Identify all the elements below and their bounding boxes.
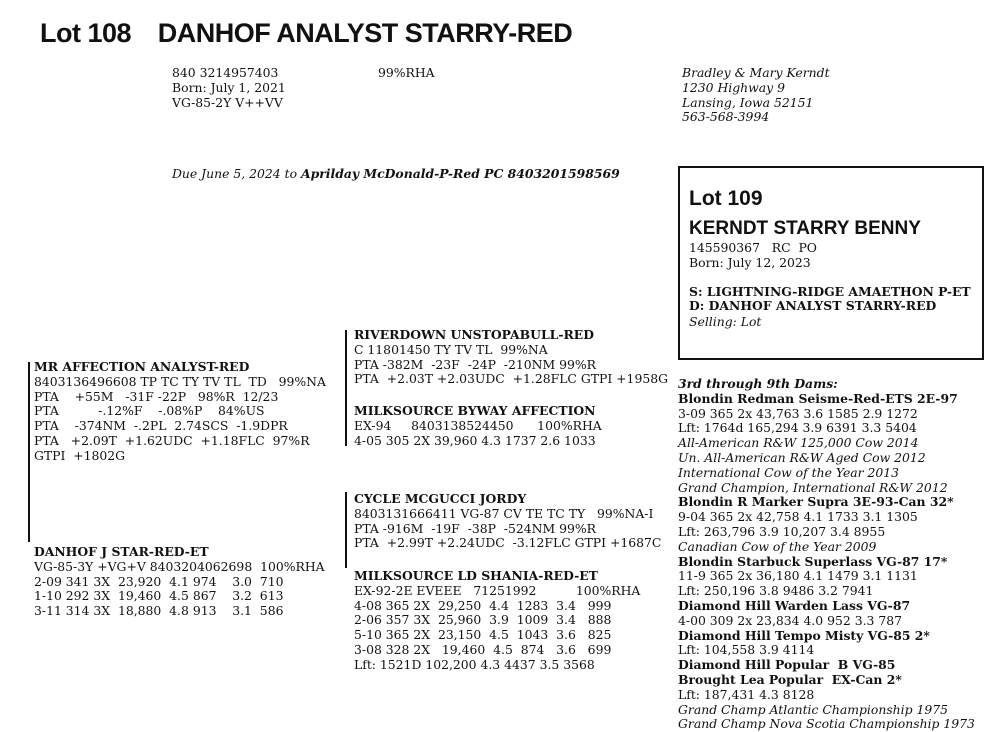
sire-detail-line: PTA -374NM -.2PL 2.74SCS -1.9DPR — [34, 418, 288, 434]
dam-line: Lft: 1764d 165,294 3.9 6391 3.3 5404 — [678, 420, 917, 436]
lot-109-selling: Selling: Lot — [689, 314, 762, 330]
pedigree-bracket-main — [28, 362, 30, 542]
dam-detail-line: 2-09 341 3X 23,920 4.1 974 3.0 710 — [34, 573, 284, 589]
dam-detail-line: 1-10 292 3X 19,460 4.5 867 3.2 613 — [34, 588, 284, 604]
sire-sire-name: RIVERDOWN UNSTOPABULL-RED — [354, 327, 594, 342]
pedigree-bracket-sire — [345, 330, 347, 446]
dam-line: Diamond Hill Warden Lass VG-87 — [678, 597, 911, 613]
dam-line: Lft: 263,796 3.9 10,207 3.4 8955 — [678, 523, 886, 539]
lot-109-registration: 145590367 RC PO — [689, 240, 817, 255]
sire-detail-line: PTA -.12%F -.08%P 84%US — [34, 403, 265, 419]
sire-dam-detail: EX-94 8403138524450 100%RHA — [354, 417, 602, 433]
sire-detail-line: PTA +55M -31F -22P 98%R 12/23 — [34, 388, 279, 404]
lot-109-birth-date: Born: July 12, 2023 — [689, 254, 811, 270]
lot-109-sire: S: LIGHTNING-RIDGE AMAETHON P-ET — [689, 283, 971, 299]
owner-street: 1230 Highway 9 — [682, 79, 785, 95]
dam-line: 9-04 365 2x 42,758 4.1 1733 3.1 1305 — [678, 509, 918, 525]
dam-line: Grand Champ Atlantic Championship 1975 — [678, 701, 949, 717]
dam-line: Lft: 187,431 4.3 8128 — [678, 686, 815, 702]
sire-sire-detail: PTA -382M -23F -24P -210NM 99%R — [354, 356, 596, 372]
dam-line: Grand Champion, International R&W 2012 — [678, 479, 948, 495]
dam-sire-detail: 8403131666411 VG-87 CV TE TC TY 99%NA-I — [354, 505, 654, 521]
dam-line: Diamond Hill Popular B VG-85 — [678, 657, 896, 673]
lot-id-block — [172, 66, 286, 110]
sire-sire-detail: C 11801450 TY TV TL 99%NA — [354, 341, 548, 357]
dam-line: Blondin Starbuck Superlass VG-87 17* — [678, 553, 948, 569]
dam-dam-detail: 2-06 357 3X 25,960 3.9 1009 3.4 888 — [354, 612, 612, 628]
dam-dam-detail: EX-92-2E EVEEE 71251992 100%RHA — [354, 582, 641, 598]
dam-sire-block — [354, 492, 661, 551]
sire-detail-line: PTA +2.09T +1.62UDC +1.18FLC 97%R — [34, 432, 310, 448]
dam-detail-line: 3-11 314 3X 18,880 4.8 913 3.1 586 — [34, 603, 284, 619]
lot-109-dam: D: DANHOF ANALYST STARRY-RED — [689, 298, 937, 314]
lot-109-number: Lot 109 — [689, 187, 763, 210]
owner-name: Bradley & Mary Kerndt — [682, 65, 830, 80]
dam-line: Lft: 250,196 3.8 9486 3.2 7941 — [678, 583, 874, 599]
dam-line: 3-09 365 2x 43,763 3.6 1585 2.9 1272 — [678, 405, 918, 421]
sire-detail-line: GTPI +1802G — [34, 447, 126, 463]
dam-name: DANHOF J STAR-RED-ET — [34, 544, 209, 559]
dam-sire-detail: PTA +2.99T +2.24UDC -3.12FLC GTPI +1687C — [354, 535, 662, 551]
dam-line: Grand Champ Nova Scotia Championship 1973 — [678, 716, 975, 732]
due-date-line — [172, 166, 620, 181]
sire-sire-block — [354, 328, 668, 387]
sire-sire-detail: PTA +2.03T +2.03UDC +1.28FLC GTPI +1958G — [354, 371, 668, 387]
dam-line: International Cow of the Year 2013 — [678, 464, 900, 480]
dam-dam-detail: 5-10 365 2X 23,150 4.5 1043 3.6 825 — [354, 627, 612, 643]
dam-dam-name: MILKSOURCE LD SHANIA-RED-ET — [354, 568, 598, 583]
dam-line: Blondin R Marker Supra 3E-93-Can 32* — [678, 494, 954, 510]
lot-109-box — [678, 166, 984, 360]
classification: VG-85-2Y V++VV — [172, 94, 283, 110]
dam-line: Un. All-American R&W Aged Cow 2012 — [678, 449, 926, 465]
dam-dam-detail: 3-08 328 2X 19,460 4.5 874 3.6 699 — [354, 641, 612, 657]
pedigree-bracket-dam — [345, 492, 347, 568]
dam-line: Lft: 104,558 3.9 4114 — [678, 642, 815, 658]
dam-line: 11-9 365 2x 36,180 4.1 1479 3.1 1131 — [678, 568, 918, 584]
lot-name: DANHOF ANALYST STARRY-RED — [157, 18, 573, 48]
extended-dams-heading: 3rd through 9th Dams: — [678, 376, 838, 391]
birth-date: Born: July 1, 2021 — [172, 79, 286, 95]
sire-dam-block — [354, 404, 602, 448]
dam-detail-line: VG-85-3Y +VG+V 8403204062698 100%RHA — [34, 558, 325, 574]
dam-sire-name: CYCLE MCGUCCI JORDY — [354, 491, 527, 506]
dam-line: Blondin Redman Seisme-Red-ETS 2E-97 — [678, 390, 958, 406]
sire-block — [34, 360, 326, 464]
dam-sire-detail: PTA -916M -19F -38P -524NM 99%R — [354, 520, 596, 536]
sire-detail-line: 8403136496608 TP TC TY TV TL TD 99%NA — [34, 373, 326, 389]
sire-dam-name: MILKSOURCE BYWAY AFFECTION — [354, 403, 596, 418]
lot-title — [40, 18, 572, 49]
owner-phone: 563-568-3994 — [682, 109, 770, 125]
dam-line: 4-00 309 2x 23,834 4.0 952 3.3 787 — [678, 612, 902, 628]
owner-city: Lansing, Iowa 52151 — [682, 94, 814, 110]
extended-dams-block — [678, 377, 975, 732]
dam-line: Brought Lea Popular EX-Can 2* — [678, 671, 902, 687]
extended-dams-list — [678, 392, 975, 732]
dam-line: All-American R&W 125,000 Cow 2014 — [678, 435, 919, 451]
dam-line: Diamond Hill Tempo Misty VG-85 2* — [678, 627, 930, 643]
sire-dam-detail: 4-05 305 2X 39,960 4.3 1737 2.6 1033 — [354, 432, 596, 448]
rha-percentage: 99%RHA — [378, 65, 435, 80]
owner-block — [682, 66, 830, 125]
dam-block — [34, 545, 325, 619]
sire-name: MR AFFECTION ANALYST-RED — [34, 359, 250, 374]
dam-line: Canadian Cow of the Year 2009 — [678, 538, 877, 554]
registration-number: 840 3214957403 — [172, 65, 279, 80]
service-sire: Aprilday McDonald-P-Red PC 8403201598569 — [301, 166, 620, 181]
lot-number: Lot 108 — [40, 18, 132, 48]
dam-dam-block — [354, 569, 640, 673]
dam-dam-detail: 4-08 365 2X 29,250 4.4 1283 3.4 999 — [354, 597, 612, 613]
due-prefix: Due June 5, 2024 to — [172, 166, 301, 181]
dam-dam-detail: Lft: 1521D 102,200 4.3 4437 3.5 3568 — [354, 656, 595, 672]
lot-109-name: KERNDT STARRY BENNY — [689, 218, 921, 239]
